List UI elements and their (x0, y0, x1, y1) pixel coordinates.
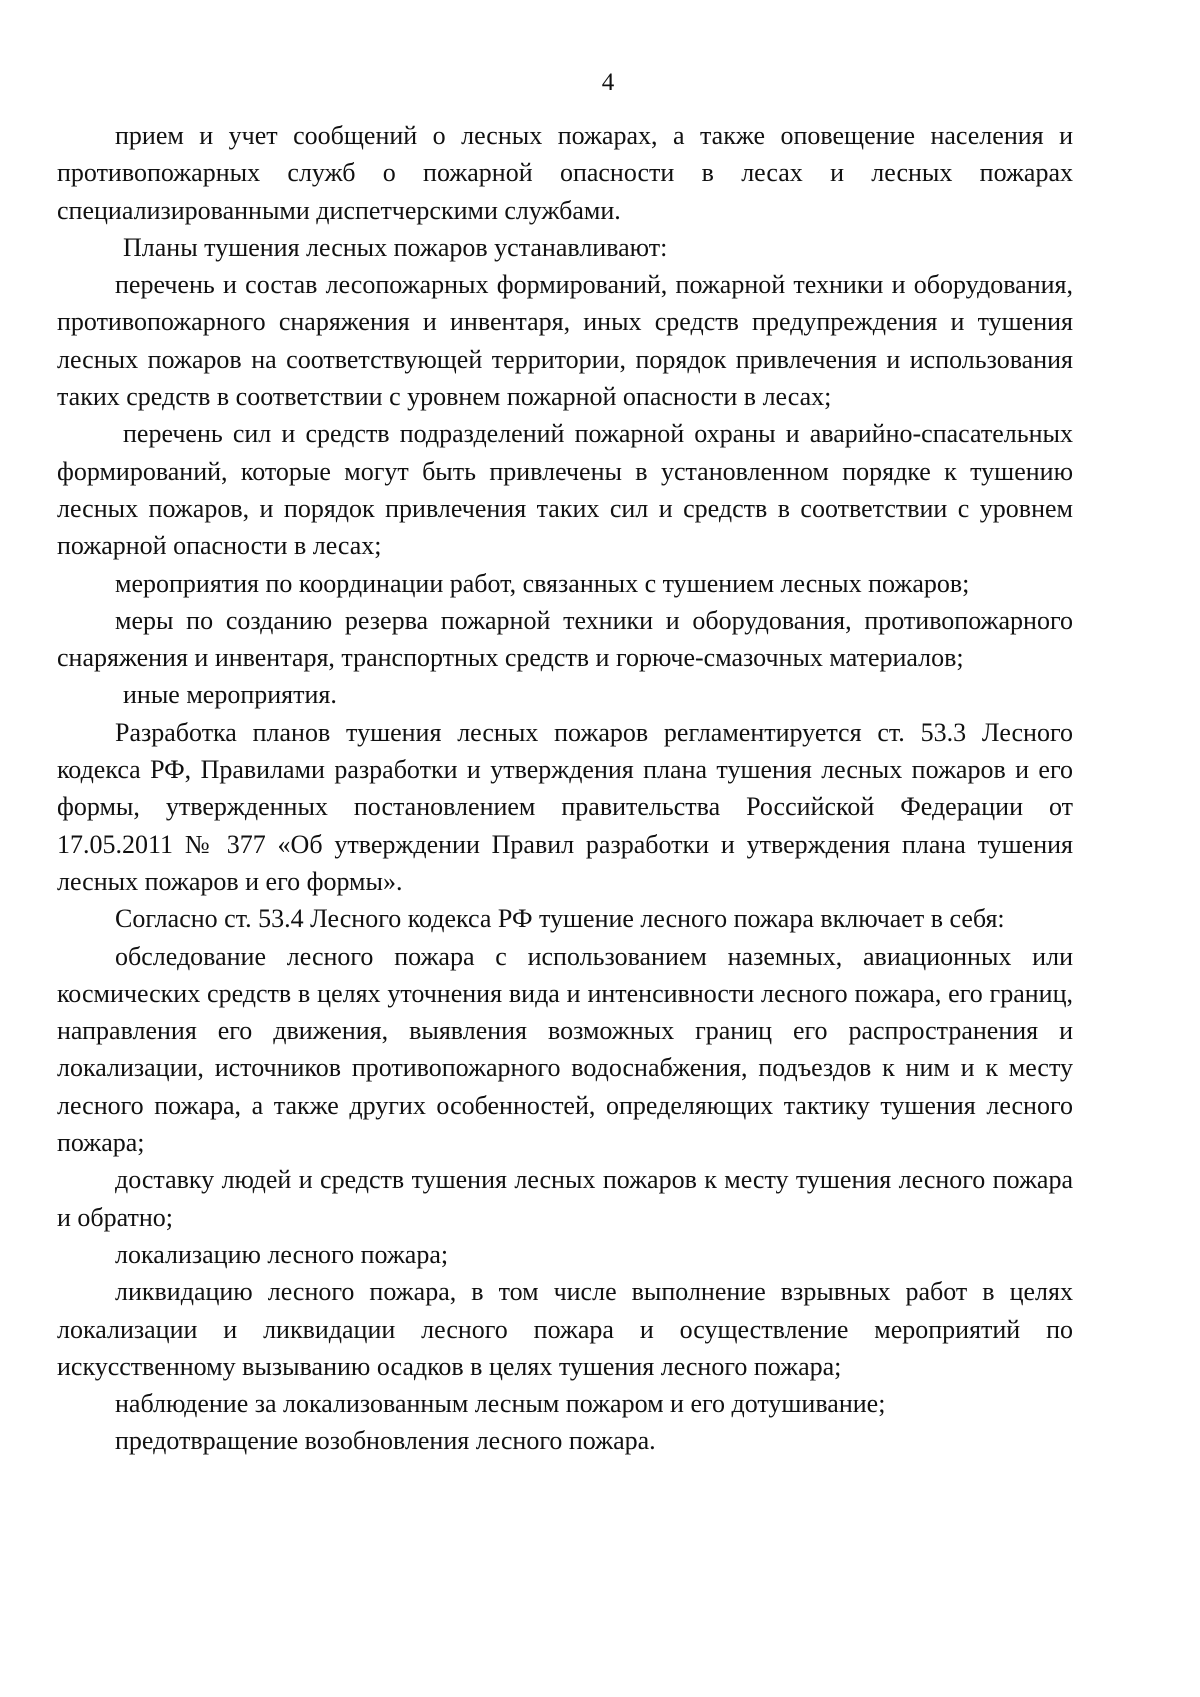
paragraph: иные мероприятия. (123, 680, 337, 710)
paragraph: предотвращение возобновления лесного пожара. (115, 1426, 656, 1456)
paragraph: Разработка планов тушения лесных пожаров регламентируется ст. 53.3 Лесного кодекса РФ, Правилами разработки и утверждения плана тушения лесных пожаров и его формы, утвержденных постановлением правительства Российской Федерации от 17.05.2011 № 377 «Об утверждении Правил разработки и утверждения плана тушения лесных пожаров и его формы». (57, 717, 1073, 896)
paragraph: прием и учет сообщений о лесных пожарах, а также оповещение населения и противопожарных служб о пожарной опасности в лесах и лесных пожарах специализированными диспетчерскими службами. (57, 121, 1073, 225)
paragraph: локализацию лесного пожара; (115, 1239, 449, 1269)
paragraph: перечень и состав лесопожарных формирований, пожарной техники и оборудования, противопожарного снаряжения и инвентаря, иных средств предупреждения и тушения лесных пожаров на соответствующей территории, порядок привлечения и использования таких средств в соответствии с уровнем пожарной опасности в лесах; (57, 270, 1073, 412)
paragraph: меры по созданию резерва пожарной техники и оборудования, противопожарного снаряжения и инвентаря, транспортных средств и горюче-смазочных материалов; (57, 605, 1073, 673)
paragraph: Планы тушения лесных пожаров устанавливают: (123, 232, 668, 262)
paragraph: ликвидацию лесного пожара, в том числе выполнение взрывных работ в целях локализации и ликвидации лесного пожара и осуществление мероприятий по искусственному вызыванию осадков в целях тушения лесного пожара; (57, 1277, 1073, 1381)
paragraph: доставку людей и средств тушения лесных пожаров к месту тушения лесного пожара и обратно; (57, 1165, 1073, 1232)
paragraph: обследование лесного пожара с использованием наземных, авиационных или космических средств в целях уточнения вида и интенсивности лесного пожара, его границ, направления его движения, выявления возможных границ его распространения и локализации, источников противопожарного водоснабжения, подъездов к ним и к месту лесного пожара, а также других особенностей, определяющих тактику тушения лесного пожара; (57, 941, 1073, 1158)
paragraph: мероприятия по координации работ, связанных с тушением лесных пожаров; (115, 568, 970, 598)
page-number: 4 (601, 69, 615, 96)
paragraph: Согласно ст. 53.4 Лесного кодекса РФ тушение лесного пожара включает в себя: (115, 904, 1005, 934)
paragraph: перечень сил и средств подразделений пожарной охраны и аварийно-спасательных формирований, которые могут быть привлечены в установленном порядке к тушению лесных пожаров, и порядок привлечения таких сил и средств в соответствии с уровнем пожарной опасности в лесах; (57, 419, 1073, 561)
paragraph: наблюдение за локализованным лесным пожаром и его дотушивание; (115, 1389, 886, 1419)
document-body (57, 117, 1073, 1460)
